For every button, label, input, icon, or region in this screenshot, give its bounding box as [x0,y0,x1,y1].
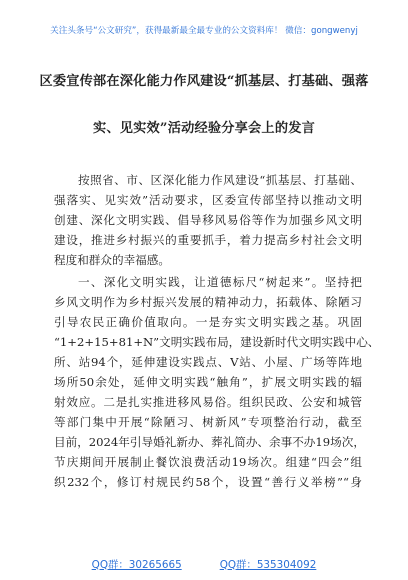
footer [0,546,408,580]
document-title-line-2: 实、见实效”活动经验分享会上的发言 [93,121,315,136]
body-line: 一、深化文明实践，让道德标尺“树起来”。坚持把 [78,275,362,289]
body-line: 强落实、见实效”活动要求，区委宣传部坚持以推动文明 [54,193,362,207]
body-line: 场所50余处，延伸文明实践“触角”，扩展文明实践的辐 [54,375,362,389]
body-line: “1+2+15+81+N”文明实践布局，建设新时代文明实践中心、 [54,335,380,349]
body-line: 引导农民正确价值取向。一是夯实文明实践之基。巩固 [54,315,362,329]
document-title-line-1: 区委宣传部在深化能力作风建设“抓基层、打基础、强落 [39,74,369,89]
body-line: 程度和群众的幸福感。 [54,253,170,267]
body-line: 乡风文明作为乡村振兴发展的精神动力，拓载体、除陋习 [54,295,362,309]
header-banner [0,0,408,58]
body-line: 射效应。二是扎实推进移风易俗。组织民政、公安和城管 [54,395,362,409]
body-line: 等部门集中开展“除陋习、树新风”专项整治行动，截至 [54,415,362,429]
qq-group-link-2[interactable]: QQ群：535304092 [219,558,317,571]
qq-group-link-1[interactable]: QQ群：30265665 [91,558,182,571]
header-notice: 关注头条号“公文研究”，获得最新最全最专业的公文资料库！ 微信：gongwenyj [50,26,358,36]
body-line: 所、站94个，延伸建设实践点、V站、小屋、广场等阵地 [54,355,362,369]
body-line: 织232个，修订村规民约58个，设置“善行义举榜”“身 [54,475,362,489]
body-line: 创建、深化文明实践、倡导移风易俗等作为加强乡风文明 [54,213,362,227]
body-line: 节庆期间开展制止餐饮浪费活动19场次。组建“四会”组 [54,455,362,469]
body-line: 目前，2024年引导婚礼新办、葬礼简办、余事不办19场次， [54,435,365,449]
body-line: 建设，推进乡村振兴的重要抓手，着力提高乡村社会文明 [54,233,362,247]
body-line: 按照省、市、区深化能力作风建设“抓基层、打基础、 [78,173,362,187]
